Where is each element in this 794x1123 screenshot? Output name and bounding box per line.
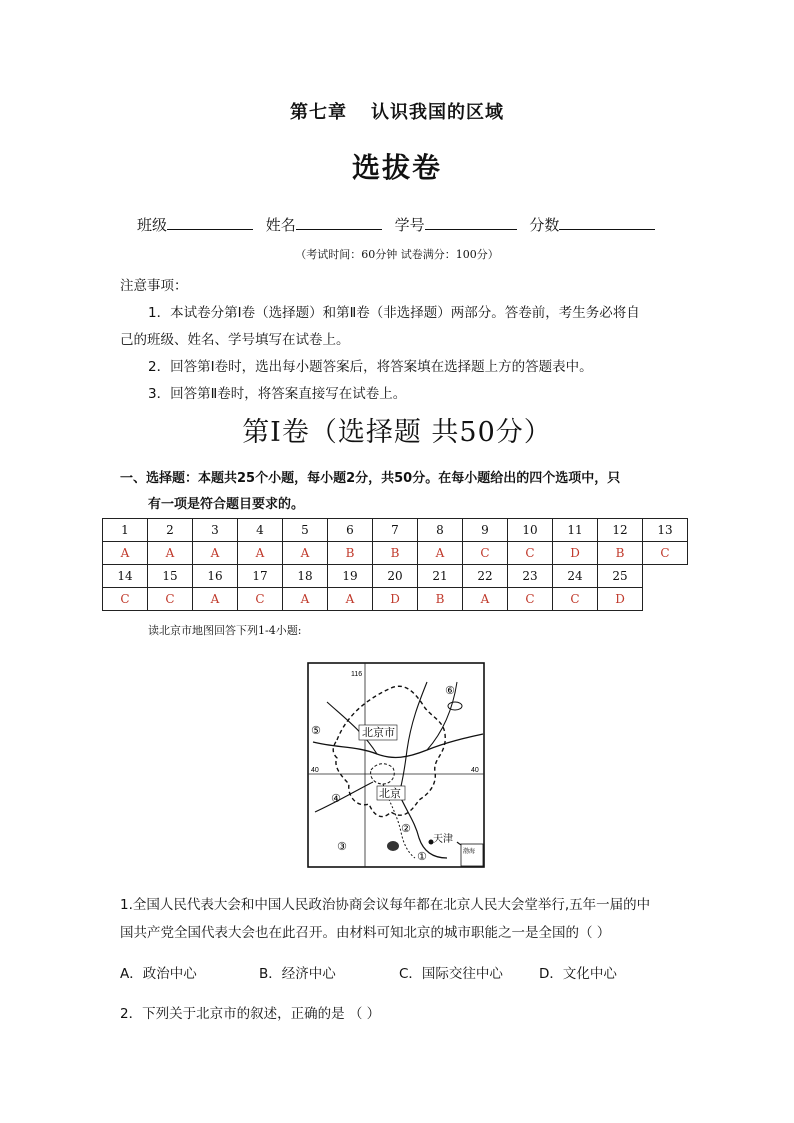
question-1-option-d[interactable]: D．文化中心 [539,966,617,982]
answer-cell[interactable]: D [373,588,418,611]
marker-3: ③ [337,840,347,853]
name-label: 姓名 [265,216,296,234]
answer-cell[interactable]: A [193,542,238,565]
question-number-cell: 3 [193,519,238,542]
empty-cell [643,588,688,611]
question-number-cell: 14 [103,565,148,588]
answer-cell[interactable]: A [283,588,328,611]
name-blank[interactable] [296,215,382,230]
question-number-cell: 24 [553,565,598,588]
question-1-line1: 1.全国人民代表大会和中国人民政治协商会议每年都在北京人民大会堂举行,五年一届的中 [120,897,651,913]
question-number-cell: 2 [148,519,193,542]
score-label: 分数 [529,216,560,234]
question-number-cell: 25 [598,565,643,588]
answer-cell[interactable]: A [103,542,148,565]
score-blank[interactable] [559,215,655,230]
answer-cell[interactable]: A [418,542,463,565]
document-title: 选拔卷 [351,151,442,184]
question-number-cell: 22 [463,565,508,588]
note-item-3: 3．回答第Ⅱ卷时，将答案直接写在试卷上。 [148,386,407,402]
question-1-option-b[interactable]: B．经济中心 [259,966,336,982]
section-instruction-line2: 有一项是符合题目要求的。 [148,497,305,512]
lake-shape [387,841,399,851]
question-number-cell: 19 [328,565,373,588]
question-number-cell: 20 [373,565,418,588]
map-frame [308,663,484,867]
answer-cell[interactable]: C [238,588,283,611]
answer-cell[interactable]: A [463,588,508,611]
id-label: 学号 [394,216,425,234]
question-number-cell: 10 [508,519,553,542]
question-2-line1: 2．下列关于北京市的叙述，正确的是 （ ） [120,1006,381,1022]
notes-heading: 注意事项： [120,278,188,294]
exam-info: （考试时间：60分钟 试卷满分：100分） [295,248,499,261]
question-1-line2: 国共产党全国代表大会也在此召开。由材料可知北京的城市职能之一是全国的（ ） [120,925,611,941]
map-caption: 读北京市地图回答下列1-4小题: [148,624,302,637]
marker-6: ⑥ [445,684,455,697]
latitude-label-left: 40 [311,767,319,774]
marker-1: ① [417,850,427,863]
tianjin-label: 天津 [433,834,453,845]
question-number-cell: 5 [283,519,328,542]
answer-cell[interactable]: B [373,542,418,565]
answer-cell[interactable]: B [418,588,463,611]
answer-cell[interactable]: C [103,588,148,611]
answer-cell[interactable]: D [598,588,643,611]
question-number-cell: 16 [193,565,238,588]
answer-cell[interactable]: C [553,588,598,611]
question-number-cell: 8 [418,519,463,542]
chapter-name: 认识我国的区域 [371,102,504,123]
answer-table [102,518,688,611]
question-number-cell: 21 [418,565,463,588]
answer-cell[interactable]: A [283,542,328,565]
class-blank[interactable] [167,215,253,230]
bohai-label: 渤海 [463,848,476,855]
question-number-cell: 15 [148,565,193,588]
question-number-cell: 17 [238,565,283,588]
answer-cell[interactable]: C [463,542,508,565]
answer-table-answer-row-2 [103,588,688,611]
question-number-cell: 1 [103,519,148,542]
longitude-label: 116 [351,671,363,678]
question-number-cell: 13 [643,519,688,542]
answer-table-number-row-2 [103,565,688,588]
answer-table-answer-row-1 [103,542,688,565]
question-1-option-a[interactable]: A．政治中心 [120,966,197,982]
student-info-line [137,214,663,235]
answer-cell[interactable]: A [328,588,373,611]
marker-2: ② [401,822,411,835]
question-number-cell: 4 [238,519,283,542]
answer-cell[interactable]: C [643,542,688,565]
note-item-2: 2．回答第Ⅰ卷时，选出每小题答案后，将答案填在选择题上方的答题表中。 [148,359,593,375]
answer-cell[interactable]: C [148,588,193,611]
beijing-shi-label: 北京市 [362,726,395,739]
question-number-cell: 12 [598,519,643,542]
question-1-option-c[interactable]: C．国际交往中心 [399,966,503,982]
answer-cell[interactable]: B [328,542,373,565]
question-number-cell: 7 [373,519,418,542]
question-number-cell: 23 [508,565,553,588]
marker-5: ⑤ [311,724,321,737]
note-item-1-cont: 己的班级、姓名、学号填写在试卷上。 [120,332,350,348]
empty-cell [643,565,688,588]
section-instruction-line1: 一、选择题：本题共25个小题，每小题2分，共50分。在每小题给出的四个选项中，只 [120,471,621,486]
chapter-number: 第七章 [290,102,347,123]
latitude-label-right: 40 [471,767,479,774]
question-number-cell: 11 [553,519,598,542]
id-blank[interactable] [425,215,517,230]
question-number-cell: 6 [328,519,373,542]
question-number-cell: 9 [463,519,508,542]
chapter-title [0,98,794,124]
question-number-cell: 18 [283,565,328,588]
answer-cell[interactable]: D [553,542,598,565]
answer-cell[interactable]: C [508,542,553,565]
class-label: 班级 [137,216,168,234]
answer-cell[interactable]: A [193,588,238,611]
answer-cell[interactable]: C [508,588,553,611]
beijing-label: 北京 [379,787,401,800]
note-item-1: 1．本试卷分第Ⅰ卷（选择题）和第Ⅱ卷（非选择题）两部分。答卷前，考生务必将自 [148,305,640,321]
volume-title: 第Ⅰ卷（选择题 共50分） [242,417,552,448]
answer-table-number-row-1 [103,519,688,542]
answer-cell[interactable]: A [238,542,283,565]
answer-cell[interactable]: A [148,542,193,565]
beijing-map [307,662,485,868]
marker-4: ④ [331,792,341,805]
answer-cell[interactable]: B [598,542,643,565]
